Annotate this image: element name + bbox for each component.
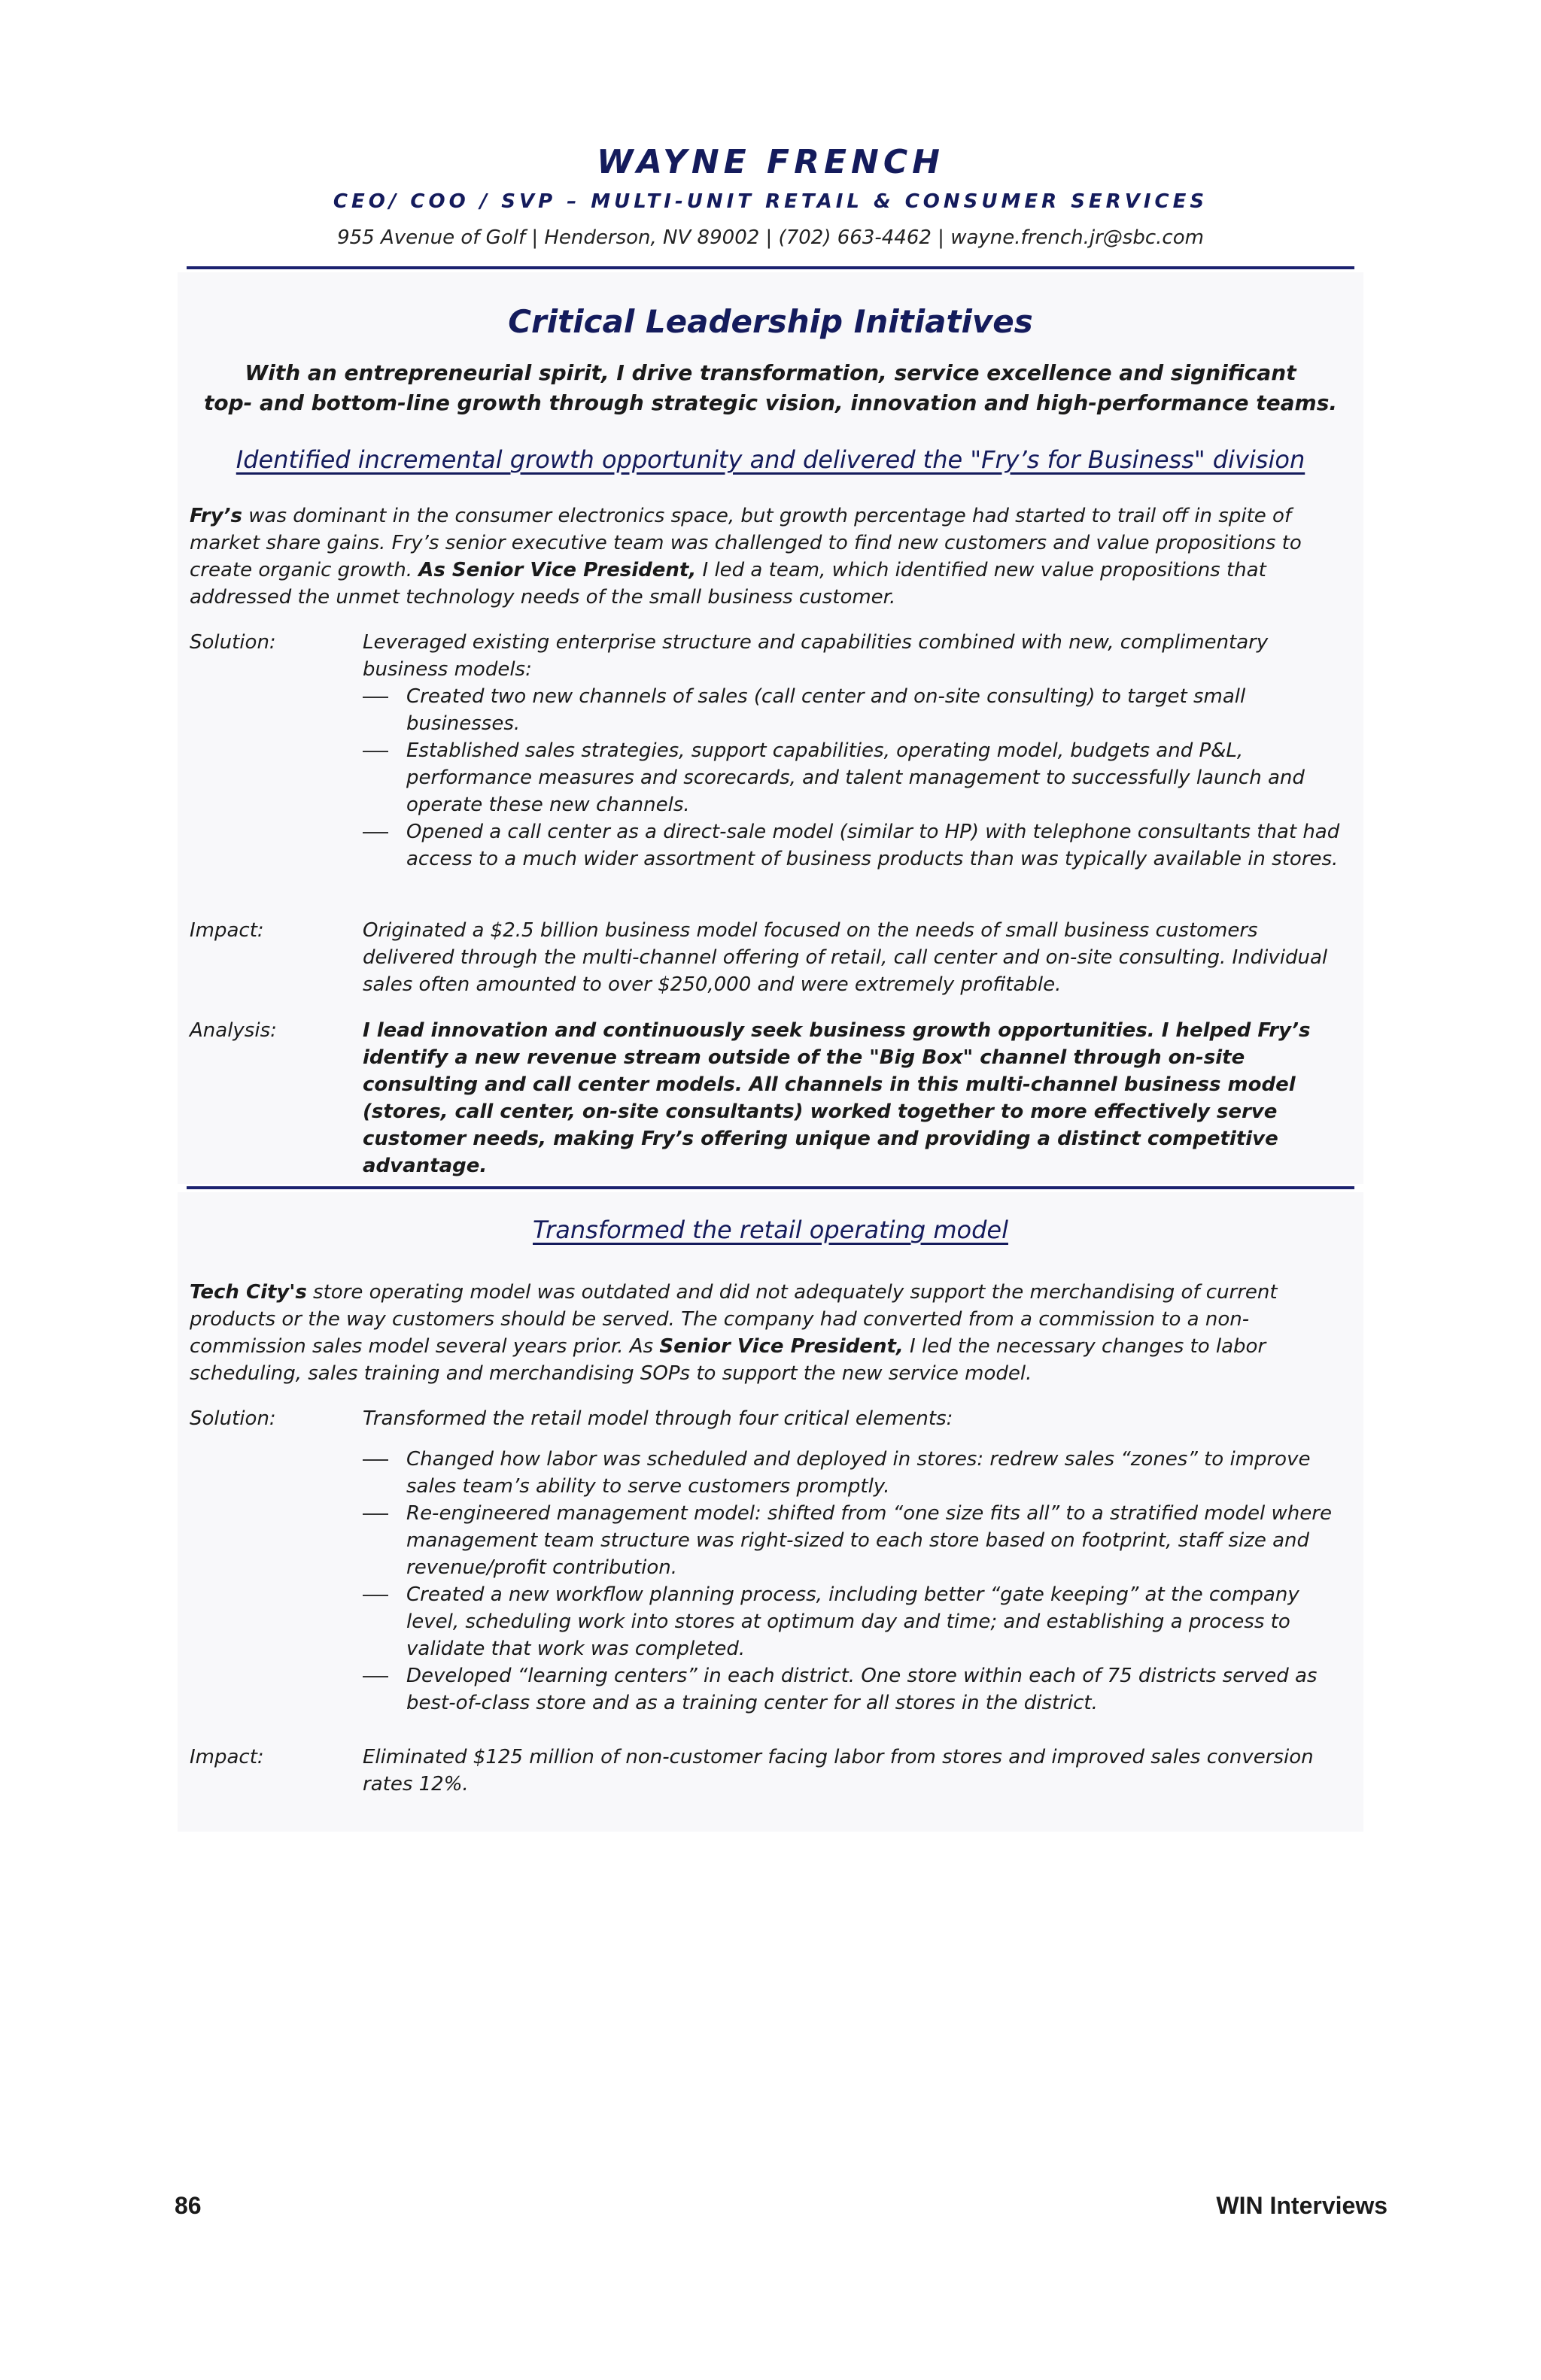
initiative-1-intro: [190, 502, 1348, 611]
dash-bullet-icon: [363, 832, 388, 833]
intro-text: I led the necessary changes to labor scheduling, sales training and merchandising SOPs to support the new service model.: [190, 1335, 1266, 1385]
intro-text: store operating model was outdated and did not adequately support the merchandising of current products or the way customers should be served. The company had converted from a commission to a non-commission sales model several years prior.: [190, 1281, 1278, 1358]
intro-text: was dominant in the consumer electronics space, but growth percentage had started to trail off in spite of market share gains. Fry’s senior executive team was challenged to find new customers and value propositions to create organic growth.: [190, 505, 1302, 581]
solution-body: [363, 629, 1348, 873]
solution-bullet-list: [363, 683, 1348, 873]
section-title: Critical Leadership Initiatives: [508, 303, 1033, 340]
intro-company: Fry’s: [190, 505, 243, 527]
intro-company: Tech City's: [190, 1281, 307, 1304]
section-divider: [187, 1186, 1354, 1189]
list-item: Changed how labor was scheduled and deployed in stores: redrew sales “zones” to improve sales team’s ability to serve customers promptly.: [363, 1446, 1348, 1500]
page-number: 86: [175, 2192, 202, 2219]
list-item: Established sales strategies, support capabilities, operating model, budgets and P&L, performance measures and scorecards, and talent management to successfully launch and operate these new channels.: [363, 737, 1348, 818]
publication-name: WIN Interviews: [1216, 2192, 1388, 2219]
list-item: Created two new channels of sales (call center and on-site consulting) to target small businesses.: [363, 683, 1348, 737]
impact-text: Eliminated $125 million of non-customer facing labor from stores and improved sales conversion rates 12%.: [363, 1746, 1314, 1796]
initiative-2-intro: [190, 1279, 1348, 1387]
impact-text: Originated a $2.5 billion business model focused on the needs of small business customers delivered through the multi-channel offering of retail, call center and on-site consulting. Individual sales often amounted to over $250,000 and were extremely profitable.: [363, 919, 1328, 996]
tagline-line-1: With an entrepreneurial spirit, I drive transformation, service excellence and significant: [245, 360, 1296, 385]
dash-bullet-icon: [363, 697, 388, 698]
resume-header: [188, 141, 1353, 257]
list-item: Created a new workflow planning process, including better “gate keeping” at the company level, scheduling work into stores at optimum day and time; and establishing a process to validate that work was completed.: [363, 1581, 1348, 1662]
solution-text: Leveraged existing enterprise structure and capabilities combined with new, complimentary business models:: [363, 631, 1269, 681]
solution-bullet-list: [363, 1446, 1348, 1717]
contact-line: 955 Avenue of Golf | Henderson, NV 89002 | (702) 663-4462 | wayne.french.jr@sbc.com: [337, 226, 1204, 249]
initiative-2-heading: Transformed the retail operating model: [533, 1216, 1008, 1244]
section-tagline: [188, 358, 1353, 418]
impact-label: Impact:: [190, 919, 264, 942]
solution-label: Solution:: [190, 1407, 276, 1430]
analysis-label: Analysis:: [190, 1019, 277, 1042]
dash-bullet-icon: [363, 751, 388, 752]
list-item: Developed “learning centers” in each district. One store within each of 75 districts served as best-of-class store and as a training center for all stores in the district.: [363, 1662, 1348, 1717]
intro-role: Senior Vice President,: [659, 1335, 904, 1358]
tagline-line-2: top- and bottom-line growth through strategic vision, innovation and high-performance teams.: [203, 390, 1338, 415]
dash-bullet-icon: [363, 1513, 388, 1515]
intro-text: As: [629, 1335, 660, 1358]
intro-role: As Senior Vice President,: [418, 559, 697, 581]
list-item: Re-engineered management model: shifted from “one size fits all” to a stratified model where management team structure was right-sized to each store based on footprint, staff size and revenue/profit contribution.: [363, 1500, 1348, 1581]
header-divider: [187, 266, 1354, 269]
solution-text: Transformed the retail model through four critical elements:: [363, 1407, 953, 1430]
candidate-title: CEO/ COO / SVP – MULTI-UNIT RETAIL & CONSUMER SERVICES: [333, 190, 1208, 213]
dash-bullet-icon: [363, 1459, 388, 1461]
candidate-name: WAYNE FRENCH: [597, 143, 944, 181]
initiative-1-heading: Identified incremental growth opportunity and delivered the "Fry’s for Business" division: [236, 445, 1305, 474]
intro-text: I led a team, which identified new value propositions that addressed the unmet technology needs of the small business customer.: [190, 559, 1266, 609]
list-item: Opened a call center as a direct-sale model (similar to HP) with telephone consultants that had access to a much wider assortment of business products than was typically available in stores.: [363, 818, 1348, 873]
impact-label: Impact:: [190, 1746, 264, 1768]
dash-bullet-icon: [363, 1676, 388, 1677]
solution-label: Solution:: [190, 631, 276, 654]
analysis-text: I lead innovation and continuously seek business growth opportunities. I helped Fry’s identify a new revenue stream outside of the "Big Box" channel through on-site consulting and call center models. All channels in this multi-channel business model (stores, call center, on-site consultants) worked together to more effectively serve customer needs, making Fry’s offering unique and providing a distinct competitive advantage.: [363, 1019, 1311, 1177]
dash-bullet-icon: [363, 1595, 388, 1596]
solution-body: [363, 1405, 1348, 1717]
